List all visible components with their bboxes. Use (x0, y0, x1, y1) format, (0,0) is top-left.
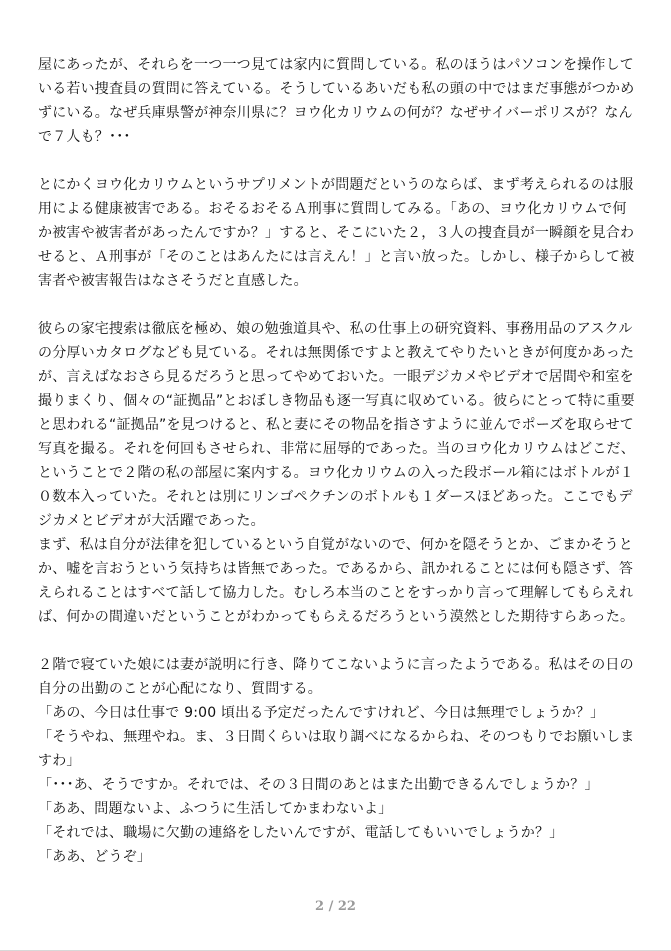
paragraph-3: 彼らの家宅捜索は徹底を極め、娘の勉強道具や、私の仕事上の研究資料、事務用品のアスクルの分厚いカタログなども見ている。それは無関係ですよと教えてやりたいときが何度かあったが、言えばなおさら見るだろうと思ってやめておいた。一眼デジカメやビデオで居間や和室を撮りまくり、個々の“証拠品”とおぼしき物品も逐一写真に収めている。彼らにとって特に重要と思われる“証拠品”を見つけると、私と妻にその物品を指さすように並んでポーズを取らせて写真を撮る。それを何回もさせられ、非常に屈辱的であった。当のヨウ化カリウムはどこだ、ということで２階の私の部屋に案内する。ヨウ化カリウムの入った段ボール箱にはボトルが１０数本入っていた。それとは別にリンゴペクチンのボトルも１ダースほどあった。ここでもデジカメとビデオが大活躍であった。 (38, 321, 635, 529)
paragraph-4: まず、私は自分が法律を犯しているという自覚がないので、何かを隠そうとか、ごまかそうとか、嘘を言おうという気持ちは皆無であった。であるから、訊かれることには何も隠さず、答えられることはすべて話して協力した。むしろ本当のことをすっかり言って理解してもらえれば、何かの間違いだということがわかってもらえるだろうという漠然とした期待すらあった。 (38, 537, 635, 625)
page-number: 2 / 22 (315, 899, 356, 914)
dialogue-line-6: 「ああ、どうぞ」 (38, 849, 152, 865)
dialogue-line-4: 「ああ、問題ないよ、ふつうに生活してかまわないよ」 (38, 801, 393, 817)
paragraph-1: 屋にあったが、それらを一つ一つ見ては家内に質問している。私のほうはパソコンを操作している若い捜査員の質問に答えている。そうしているあいだも私の頭の中ではまだ事態がつかめずにいる。なぜ兵庫県警が神奈川県に？ヨウ化カリウムの何が？なぜサイバーポリスが？なんで７人も？･･･ (38, 57, 635, 145)
dialogue-line-2: 「そうやね、無理やね。ま、３日間くらいは取り調べになるからね、そのつもりでお願いしますわ」 (38, 729, 635, 769)
paragraph-2: とにかくヨウ化カリウムというサプリメントが問題だというのならば、まず考えられるのは服用による健康被害である。おそるおそるＡ刑事に質問してみる。「あの、ヨウ化カリウムで何か被害や被害者があったんですか？」すると、そこにいた２，３人の捜査員が一瞬顔を見合わせると、Ａ刑事が「そのことはあんたには言えん！」と言い放った。しかし、様子からして被害者や被害報告はなさそうだと直感した。 (38, 177, 635, 289)
paragraph-5: ２階で寝ていた娘には妻が説明に行き、降りてこないように言ったようである。私はその日の自分の出勤のことが心配になり、質問する。 (38, 657, 634, 697)
body-text (38, 53, 638, 869)
dialogue-line-5: 「それでは、職場に欠勤の連絡をしたいんですが、電話してもいいでしょうか？」 (38, 825, 564, 841)
dialogue-line-3: 「･･･あ、そうですか。それでは、その３日間のあとはまた出勤できるんでしょうか？」 (38, 777, 599, 793)
dialogue-line-1: 「あの、今日は仕事で 9:00 頃出る予定だったんですけれど、今日は無理でしょうか？」 (38, 705, 605, 721)
